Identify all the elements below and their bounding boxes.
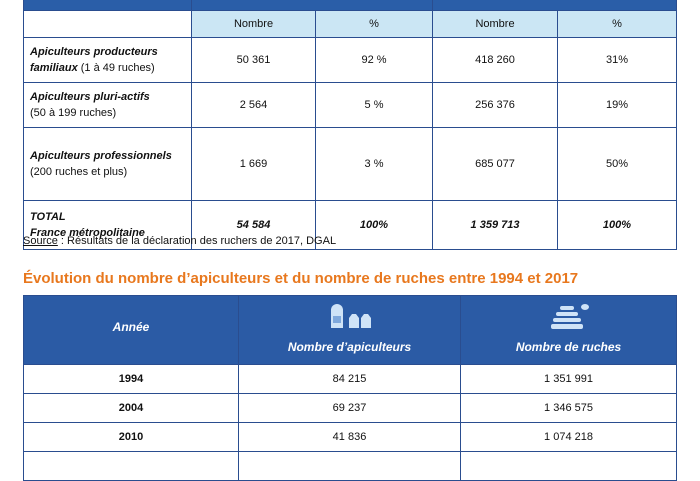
cell-percent: 5 %: [316, 83, 433, 128]
table-row: [24, 83, 677, 128]
table1-sub-header: [24, 11, 677, 38]
cell-beekeepers: 69 237: [239, 394, 461, 423]
source-note: Source : Résultats de la déclaration des ruchers de 2017, DGAL: [23, 235, 337, 247]
row-label: TOTAL France métropolitaine: [24, 201, 192, 250]
table-row: [24, 423, 677, 452]
table-row: [24, 38, 677, 83]
table-row: [24, 452, 677, 481]
cell-nombre: 685 077: [433, 128, 558, 201]
cell-nombre: 2 564: [192, 83, 316, 128]
cell-year: 2004: [24, 394, 239, 423]
cell-nombre: 1 359 713: [433, 201, 558, 250]
col-header-percent: %: [558, 11, 677, 38]
header-cell: [433, 0, 677, 11]
row-label: Apiculteurs professionnels (200 ruches et plus): [24, 128, 192, 201]
table2-header: [24, 296, 677, 365]
cell-nombre: 54 584: [192, 201, 316, 250]
col-header-percent: %: [316, 11, 433, 38]
cell-year: 1994: [24, 365, 239, 394]
cell-nombre: 418 260: [433, 38, 558, 83]
cell-year: 2010: [24, 423, 239, 452]
table-row: [24, 394, 677, 423]
cell-beekeepers: [239, 452, 461, 481]
evolution-table: [23, 295, 677, 481]
cell-hives: [461, 452, 677, 481]
cell-nombre: 1 669: [192, 128, 316, 201]
table-row: [24, 365, 677, 394]
col-header-nombre: Nombre: [192, 11, 316, 38]
header-cell: [24, 0, 192, 11]
cell-hives: 1 074 218: [461, 423, 677, 452]
cell-hives: 1 351 991: [461, 365, 677, 394]
cell-percent: 50%: [558, 128, 677, 201]
empty-cell: [24, 11, 192, 38]
col-header-beekeepers: Nombre d’apiculteurs: [239, 296, 461, 365]
cell-nombre: 256 376: [433, 83, 558, 128]
cell-percent: 100%: [558, 201, 677, 250]
table1-top-header: [24, 0, 677, 11]
cell-hives: 1 346 575: [461, 394, 677, 423]
cell-percent: 92 %: [316, 38, 433, 83]
cell-beekeepers: 84 215: [239, 365, 461, 394]
cell-nombre: 50 361: [192, 38, 316, 83]
beehive-icon: [544, 302, 594, 334]
beekeepers-by-category-table: [23, 0, 677, 250]
beekeeper-gear-icon: [327, 302, 373, 332]
col-header-year: Année: [24, 296, 239, 365]
cell-percent: 3 %: [316, 128, 433, 201]
cell-percent: 19%: [558, 83, 677, 128]
cell-year: [24, 452, 239, 481]
cell-beekeepers: 41 836: [239, 423, 461, 452]
col-header-nombre: Nombre: [433, 11, 558, 38]
cell-percent: 31%: [558, 38, 677, 83]
row-label: Apiculteurs producteurs familiaux (1 à 49 ruches): [24, 38, 192, 83]
cell-percent: 100%: [316, 201, 433, 250]
section-title: Évolution du nombre d’apiculteurs et du nombre de ruches entre 1994 et 2017: [23, 270, 579, 287]
col-header-hives: Nombre de ruches: [461, 296, 677, 365]
header-cell: [192, 0, 433, 11]
row-label: Apiculteurs pluri-actifs (50 à 199 ruches): [24, 83, 192, 128]
table-row: [24, 128, 677, 201]
